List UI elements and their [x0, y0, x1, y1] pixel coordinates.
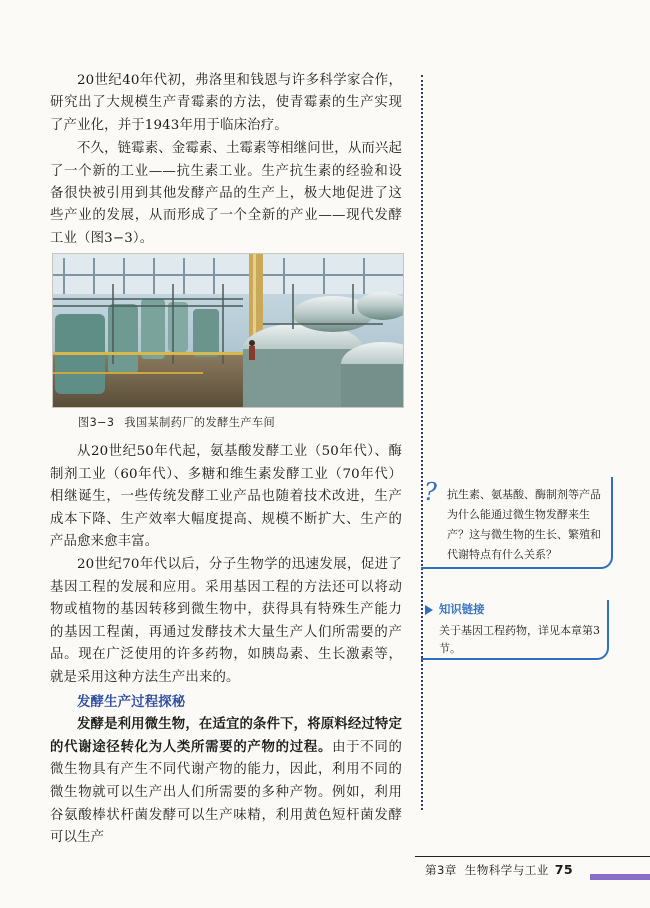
sidebar-question-text: 抗生素、氨基酸、酶制剂等产品为什么能通过微生物发酵来生产？这与微生物的生长、繁殖和代谢特点有什么关系？ [447, 488, 601, 561]
figure-3-3 [52, 253, 402, 430]
main-text-top [50, 70, 402, 250]
paragraph: 不久，链霉素、金霉素、土霉素等相继问世，从而兴起了一个新的工业——抗生素工业。生产抗生素的经验和设备很快被引用到其他发酵产品的生产上，极大地促进了这些产业的发展，从而形成了一个全新的产业——现代发酵工业（图3−3）。 [50, 141, 402, 246]
definition-bold: 发酵是利用微生物，在适宜的条件下，将原料经过特定的代谢途径转化为人类所需要的产物的过程。 [50, 717, 402, 755]
paragraph: 从20世纪50年代起，氨基酸发酵工业（50年代）、酶制剂工业（60年代）、多糖和维生素发酵工业（70年代）相继诞生，一些传统发酵工业产品也随着技术改进，生产成本下降、生产效率大幅度提高、规模不断扩大、生产的产品愈来愈丰富。 [50, 444, 402, 550]
fermentation-workshop-photo [52, 253, 404, 408]
paragraph: 20世纪70年代以后，分子生物学的迅速发展，促进了基因工程的发展和应用。采用基因工程的方法还可以将动物或植物的基因转移到微生物中，获得具有特殊生产能力的基因工程菌，再通过发酵技术大量生产人们所需要的产品。现在广泛使用的许多药物，如胰岛素、生长激素等，就是采用这种方法生产出来的。 [50, 556, 402, 685]
paragraph: 20世纪40年代初，弗洛里和钱恩与许多科学家合作，研究出了大规模生产青霉素的方法，使青霉素的生产实现了产业化，并于1943年用于临床治疗。 [50, 73, 402, 133]
footer-color-bar [590, 874, 650, 880]
chapter-title: 生物科学与工业 [464, 863, 549, 877]
figure-caption [78, 414, 402, 430]
knowledge-link-title: 知识链接 [439, 602, 485, 616]
sidebar-knowledge-link [421, 600, 609, 660]
question-mark-icon: ? [424, 478, 437, 506]
figure-number: 图3−3 [78, 416, 115, 429]
paragraph [50, 714, 402, 850]
page-number: 75 [554, 862, 574, 877]
knowledge-link-text: 关于基因工程药物，详见本章第3节。 [439, 624, 600, 655]
page-footer [425, 862, 573, 878]
triangle-bullet-icon [425, 605, 433, 615]
footer-rule [415, 856, 650, 857]
main-text-bottom [50, 441, 402, 850]
chapter-label: 第3章 [425, 863, 457, 877]
section-title: 发酵生产过程探秘 [77, 694, 186, 710]
figure-caption-text: 我国某制药厂的发酵生产车间 [124, 416, 276, 429]
paragraph-rest: 由于不同的微生物具有产生不同代谢产物的能力，因此，利用不同的微生物就可以生产出人们所需要的多种产物。例如，利用谷氨酸棒状杆菌发酵可以生产味精，利用黄色短杆菌发酵可以生产 [50, 739, 403, 846]
margin-divider [421, 75, 423, 810]
sidebar-question-box [421, 477, 613, 569]
